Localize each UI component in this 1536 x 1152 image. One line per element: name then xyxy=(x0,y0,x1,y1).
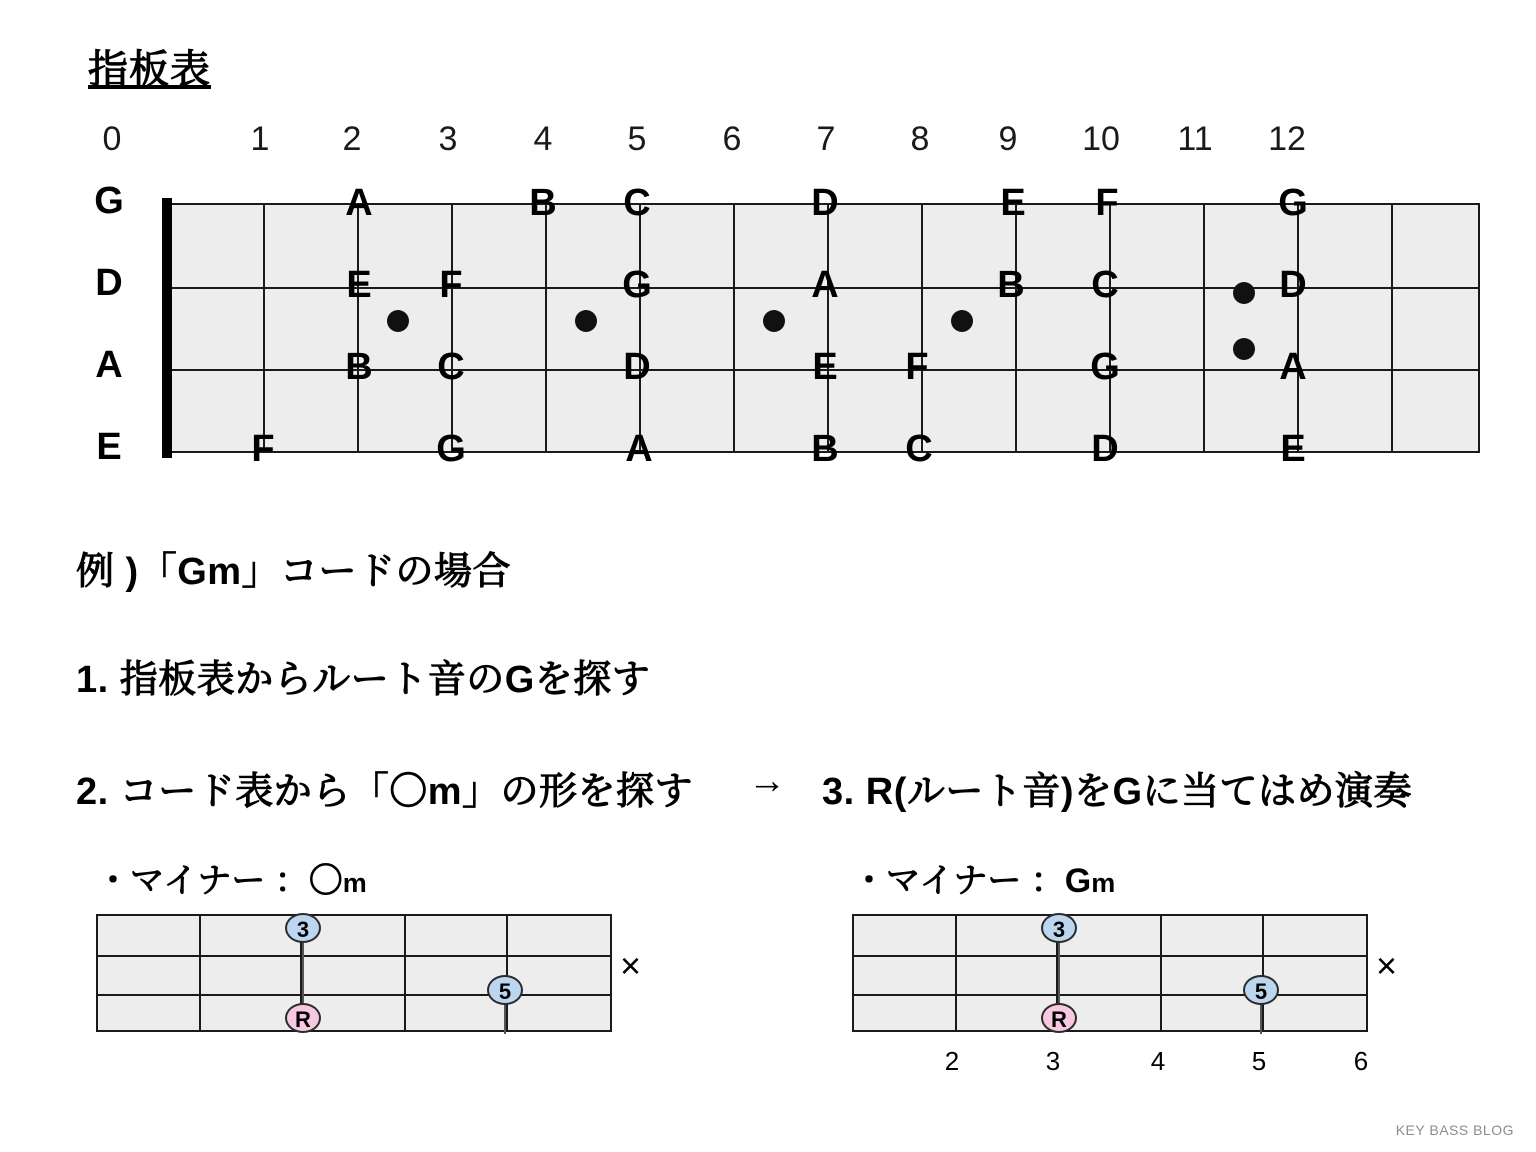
chord-fret-line xyxy=(404,916,406,1030)
fret-number: 2 xyxy=(342,120,362,158)
fret-line xyxy=(1203,205,1205,451)
chord-fret-number: 6 xyxy=(1353,1046,1369,1076)
chord-string-line xyxy=(854,955,1366,957)
example-step-1: 1. 指板表からルート音のGを探す xyxy=(76,659,651,701)
fret-number: 1 xyxy=(250,120,270,158)
fret-number: 0 xyxy=(102,120,122,158)
chord-grid-generic xyxy=(96,914,612,1032)
inlay-dot xyxy=(575,310,597,332)
chord-fret-number: 2 xyxy=(944,1046,960,1076)
chord-caption-gm xyxy=(852,853,1115,902)
chord-caption-generic-text: ・マイナー ：〇 xyxy=(96,862,343,900)
fret-number: 6 xyxy=(722,120,742,158)
chord-fret-line xyxy=(506,916,508,1030)
chord-fret-line xyxy=(1262,916,1264,1030)
note-e-fret3: G xyxy=(436,428,466,470)
note-e-fret1: F xyxy=(251,428,275,470)
page-title: 指板表 xyxy=(88,48,211,92)
inlay-dot xyxy=(763,310,785,332)
chord-marker-fifth: 5 xyxy=(1243,975,1279,1005)
string-label-d: D xyxy=(95,262,123,304)
chord-marker-root: R xyxy=(1041,1003,1077,1033)
note-a-fret7: E xyxy=(812,346,838,388)
example-heading: 例 )「Gm」コードの場合 xyxy=(76,551,512,593)
note-g-fret10: F xyxy=(1095,182,1119,224)
note-g-fret9: E xyxy=(1000,182,1026,224)
note-a-fret8: F xyxy=(905,346,929,388)
note-d-fret3: F xyxy=(439,264,463,306)
fret-line xyxy=(263,205,265,451)
fret-line xyxy=(357,205,359,451)
mute-marker-gm: × xyxy=(1376,945,1398,986)
chord-string-line xyxy=(854,994,1366,996)
fret-line xyxy=(1297,205,1299,451)
note-e-fret5: A xyxy=(625,428,653,470)
fret-number: 9 xyxy=(998,120,1018,158)
note-a-fret3: C xyxy=(437,346,465,388)
fret-line xyxy=(1015,205,1017,451)
mute-marker-generic: × xyxy=(620,945,642,986)
inlay-dot xyxy=(1233,282,1255,304)
chord-string-line xyxy=(98,994,610,996)
nut xyxy=(162,198,172,458)
note-d-fret12: D xyxy=(1279,264,1307,306)
note-a-fret5: D xyxy=(623,346,651,388)
note-a-fret2: B xyxy=(345,346,373,388)
note-g-fret5: C xyxy=(623,182,651,224)
chord-fret-number: 4 xyxy=(1150,1046,1166,1076)
inlay-dot xyxy=(387,310,409,332)
note-e-fret7: B xyxy=(811,428,839,470)
chord-fret-number: 5 xyxy=(1251,1046,1267,1076)
chord-caption-gm-text: ・マイナー ：G xyxy=(852,862,1092,900)
fret-number: 11 xyxy=(1177,120,1213,158)
note-g-fret12: G xyxy=(1278,182,1308,224)
note-a-fret12: A xyxy=(1279,346,1307,388)
chord-marker-fifth: 5 xyxy=(487,975,523,1005)
fret-line xyxy=(733,205,735,451)
fret-line xyxy=(451,205,453,451)
string-label-a: A xyxy=(95,344,123,386)
chord-caption-gm-suffix: m xyxy=(1091,868,1116,898)
arrow-icon: → xyxy=(748,760,787,802)
note-d-fret10: C xyxy=(1091,264,1119,306)
fret-line xyxy=(827,205,829,451)
fret-number: 8 xyxy=(910,120,930,158)
fret-number: 4 xyxy=(533,120,553,158)
chord-fret-number: 3 xyxy=(1045,1046,1061,1076)
example-step-3: 3. R(ルート音)をGに当てはめ演奏 xyxy=(822,771,1413,813)
note-d-fret7: A xyxy=(811,264,839,306)
chord-fret-line xyxy=(955,916,957,1030)
chord-fret-line xyxy=(199,916,201,1030)
fretboard-grid xyxy=(168,203,1480,453)
fret-number: 7 xyxy=(816,120,836,158)
string-label-e: E xyxy=(96,426,122,468)
inlay-dot xyxy=(951,310,973,332)
fret-number: 12 xyxy=(1268,120,1306,158)
chord-string-line xyxy=(98,955,610,957)
note-e-fret10: D xyxy=(1091,428,1119,470)
note-d-fret5: G xyxy=(622,264,652,306)
chord-fret-line xyxy=(1160,916,1162,1030)
chord-marker-third: 3 xyxy=(1041,913,1077,943)
fret-number: 5 xyxy=(627,120,647,158)
note-e-fret8: C xyxy=(905,428,933,470)
chord-grid-gm xyxy=(852,914,1368,1032)
note-e-fret12: E xyxy=(1280,428,1306,470)
string-label-g: G xyxy=(94,180,124,222)
chord-marker-root: R xyxy=(285,1003,321,1033)
note-d-fret2: E xyxy=(346,264,372,306)
note-a-fret10: G xyxy=(1090,346,1120,388)
chord-caption-generic xyxy=(96,853,367,902)
note-d-fret9: B xyxy=(997,264,1025,306)
fret-number: 3 xyxy=(438,120,458,158)
note-g-fret7: D xyxy=(811,182,839,224)
fret-line xyxy=(639,205,641,451)
fret-line xyxy=(545,205,547,451)
fret-line xyxy=(1391,205,1393,451)
inlay-dot xyxy=(1233,338,1255,360)
fret-line xyxy=(921,205,923,451)
chord-marker-third: 3 xyxy=(285,913,321,943)
watermark: KEY BASS BLOG xyxy=(1395,1122,1514,1138)
note-g-fret2: A xyxy=(345,182,373,224)
fret-line xyxy=(1109,205,1111,451)
note-g-fret4: B xyxy=(529,182,557,224)
fretboard-diagram xyxy=(0,120,1536,500)
example-step-2: 2. コード表から「〇m」の形を探す xyxy=(76,771,694,813)
fret-number: 10 xyxy=(1082,120,1120,158)
chord-caption-generic-suffix: m xyxy=(342,868,367,898)
